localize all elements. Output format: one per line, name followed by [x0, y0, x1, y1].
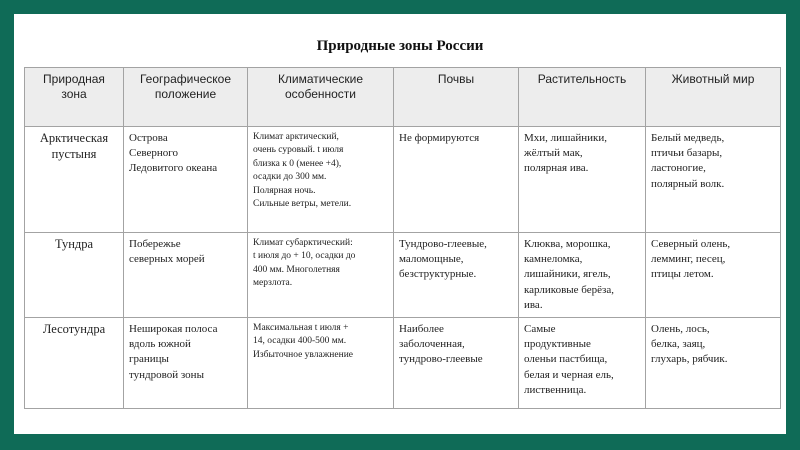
header-soil: Почвы	[394, 68, 519, 127]
cell-climate: Климат арктический, очень суровый. t июля близка к 0 (менее +4), осадки до 300 мм. Полярная ночь. Сильные ветры, метели.	[248, 127, 394, 233]
page-title: Природные зоны России	[316, 38, 484, 54]
natural-zones-table	[24, 67, 781, 409]
cell-climate: Климат субарктический: t июля до + 10, осадки до 400 мм. Многолетняя мерзлота.	[248, 233, 394, 318]
cell-geo: Неширокая полоса вдоль южной границы тундровой зоны	[124, 318, 248, 409]
cell-zone: Лесотундра	[25, 318, 124, 409]
cell-zone: Тундра	[25, 233, 124, 318]
top-green-band	[0, 0, 800, 14]
slide	[14, 14, 786, 434]
table-header-row	[25, 68, 781, 127]
header-climate: Климатические особенности	[248, 68, 394, 127]
header-vegetation: Растительность	[519, 68, 646, 127]
cell-soil: Тундрово-глеевые, маломощные, безструктурные.	[394, 233, 519, 318]
header-fauna: Животный мир	[646, 68, 781, 127]
table-row	[25, 127, 781, 233]
cell-fauna: Северный олень, лемминг, песец, птицы летом.	[646, 233, 781, 318]
header-zone: Природная зона	[25, 68, 124, 127]
table-row	[25, 318, 781, 409]
header-geo: Географическое положение	[124, 68, 248, 127]
cell-zone: Арктическая пустыня	[25, 127, 124, 233]
cell-soil: Наиболее заболоченная, тундрово-глеевые	[394, 318, 519, 409]
cell-geo: Побережье северных морей	[124, 233, 248, 318]
cell-vegetation: Самые продуктивные оленьи пастбища, белая и черная ель, лиственница.	[519, 318, 646, 409]
cell-soil: Не формируются	[394, 127, 519, 233]
bottom-green-band	[0, 434, 800, 450]
cell-geo: Острова Северного Ледовитого океана	[124, 127, 248, 233]
cell-vegetation: Клюква, морошка, камнеломка, лишайники, ягель, карликовые берёза, ива.	[519, 233, 646, 318]
cell-vegetation: Мхи, лишайники, жёлтый мак, полярная ива.	[519, 127, 646, 233]
cell-fauna: Белый медведь, птичьи базары, ластоногие, полярный волк.	[646, 127, 781, 233]
cell-fauna: Олень, лось, белка, заяц, глухарь, рябчик.	[646, 318, 781, 409]
cell-climate: Максимальная t июля + 14, осадки 400-500 мм. Избыточное увлажнение	[248, 318, 394, 409]
table-row	[25, 233, 781, 318]
